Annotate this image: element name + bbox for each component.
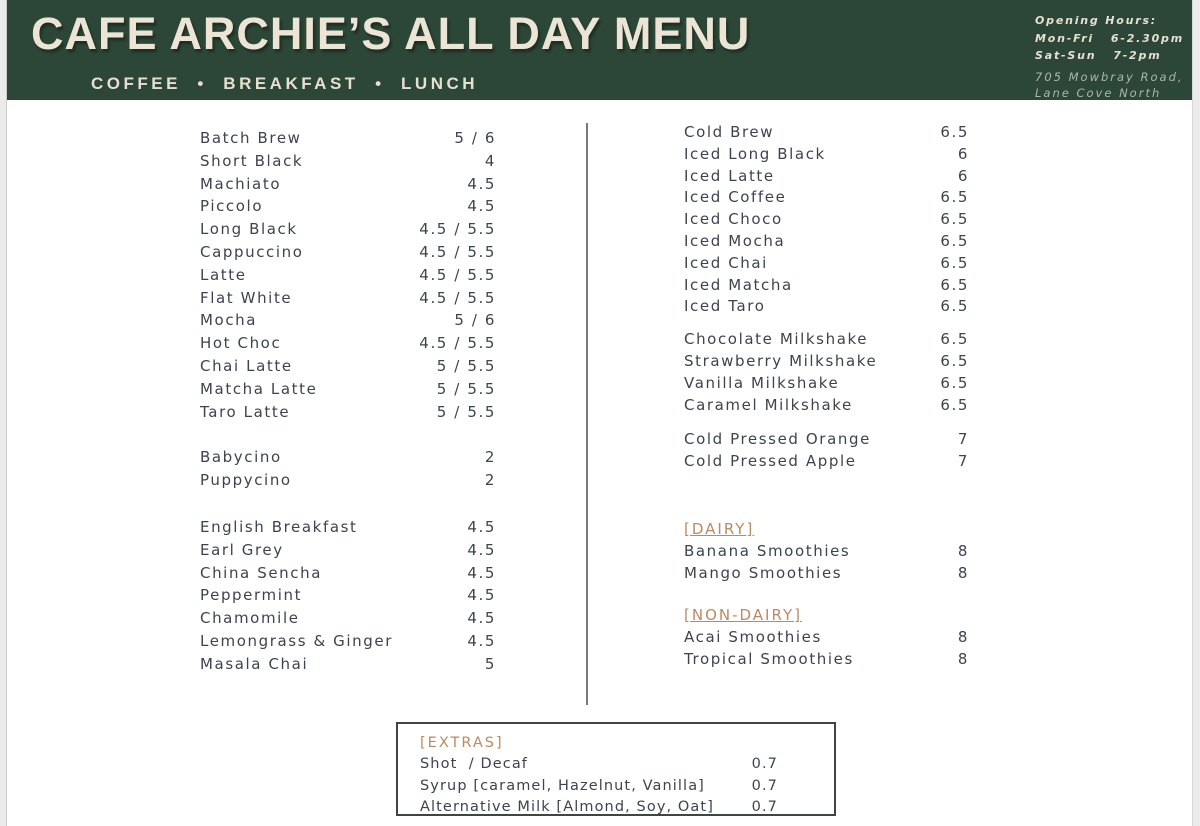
extras-box (396, 722, 836, 816)
item-price: 7 (957, 452, 969, 471)
item-name: Acai Smoothies (684, 628, 822, 647)
item-price: 6.5 (940, 275, 969, 294)
menu-item-row (684, 209, 969, 231)
menu-item-row (684, 649, 969, 671)
item-name: Puppycino (200, 471, 292, 490)
item-price: 2 (484, 448, 496, 467)
item-name: Caramel Milkshake (684, 395, 853, 414)
menu-item-row (684, 187, 969, 209)
item-price: 4.5 (467, 563, 496, 582)
menu-item-row (200, 195, 496, 218)
menu-item-row (684, 166, 969, 188)
item-name: Vanilla Milkshake (684, 373, 840, 392)
extras-label: [EXTRAS] (420, 735, 504, 751)
item-name: Cappuccino (200, 242, 304, 261)
menu-item-row (684, 253, 969, 275)
item-name: Chamomile (200, 609, 300, 628)
column-divider (586, 123, 588, 705)
item-price: 8 (957, 649, 969, 668)
item-name: Short Black (200, 151, 304, 170)
menu-item-row (420, 776, 834, 798)
item-price: 7 (957, 430, 969, 449)
menu-section (200, 516, 496, 676)
menu-item-row (200, 309, 496, 332)
item-price: 5 (484, 654, 496, 673)
item-price: 5 / 6 (454, 311, 496, 330)
menu-item-row (684, 275, 969, 297)
item-price: 6.5 (940, 395, 969, 414)
section-label: [NON-DAIRY] (684, 606, 802, 625)
item-price: 6.5 (940, 253, 969, 272)
item-price: 5 / 5.5 (436, 379, 496, 398)
address-line-1: 705 Mowbray Road, (1035, 69, 1184, 84)
item-name: Cold Pressed Orange (684, 430, 871, 449)
item-name: Mocha (200, 311, 258, 330)
item-price: 4.5 (467, 174, 496, 193)
item-name: Peppermint (200, 586, 303, 605)
menu-section (200, 127, 496, 423)
item-price: 4.5 / 5.5 (419, 265, 496, 284)
menu-section (684, 329, 969, 416)
item-name: Banana Smoothies (684, 541, 851, 560)
page-title: CAFE ARCHIE’S ALL DAY MENU (31, 8, 751, 59)
item-price: 5 / 6 (454, 129, 496, 147)
item-name: Syrup [caramel, Hazelnut, Vanilla] (420, 777, 705, 794)
item-name: Taro Latte (200, 402, 291, 421)
menu-item-row (200, 378, 496, 401)
menu-item-row (684, 122, 969, 144)
section-label: [DAIRY] (684, 519, 755, 538)
menu-item-row (684, 373, 969, 395)
item-name: Earl Grey (200, 540, 284, 559)
item-price: 6.5 (940, 351, 969, 370)
item-name: Hot Choc (200, 334, 282, 353)
item-price: 6.5 (940, 330, 969, 349)
menu-item-row (684, 329, 969, 351)
menu-item-row (200, 241, 496, 264)
item-price: 6.5 (940, 210, 969, 229)
item-name: Iced Latte (684, 166, 775, 185)
item-name: Iced Matcha (684, 275, 793, 294)
menu-column-left (200, 127, 496, 676)
menu-section (684, 122, 969, 318)
menu-item-row (200, 446, 496, 469)
menu-section (684, 429, 969, 473)
item-name: Iced Mocha (684, 231, 786, 250)
item-price: 5 / 5.5 (436, 402, 496, 421)
menu-item-row (684, 541, 969, 563)
item-name: Latte (200, 265, 247, 284)
menu-item-row (684, 627, 969, 649)
menu-section (200, 446, 496, 492)
menu-item-row (200, 150, 496, 173)
item-name: Chai Latte (200, 356, 293, 375)
menu-item-row (684, 231, 969, 253)
item-price: 4.5 / 5.5 (419, 242, 496, 261)
item-price: 6.5 (940, 188, 969, 207)
item-price: 4.5 (467, 197, 496, 216)
item-price: 4.5 (467, 586, 496, 605)
menu-item-row (200, 584, 496, 607)
menu-item-row (684, 351, 969, 373)
item-name: Alternative Milk [Almond, Soy, Oat] (420, 799, 714, 815)
item-name: China Sencha (200, 563, 323, 582)
menu-item-row (200, 173, 496, 196)
item-price: 6.5 (940, 123, 969, 141)
item-name: Mango Smoothies (684, 563, 843, 582)
item-name: Chocolate Milkshake (684, 330, 869, 349)
item-name: Iced Long Black (684, 144, 826, 163)
menu-item-row (200, 653, 496, 676)
item-price: 4 (484, 151, 496, 170)
menu-item-row (200, 516, 496, 539)
item-price: 4.5 / 5.5 (419, 334, 496, 353)
menu-page (6, 0, 1193, 826)
menu-section (684, 519, 969, 584)
item-price: 8 (957, 541, 969, 560)
menu-item-row (420, 797, 834, 819)
opening-hours-heading: Opening Hours: (1035, 14, 1157, 27)
menu-item-row (200, 401, 496, 424)
item-price: 6.5 (940, 373, 969, 392)
menu-item-row (200, 355, 496, 378)
item-price: 6.5 (940, 231, 969, 250)
menu-item-row (200, 607, 496, 630)
item-price: 2 (484, 471, 496, 490)
address-line-2: Lane Cove North (1035, 85, 1162, 100)
header-band (7, 0, 1192, 100)
menu-item-row (200, 539, 496, 562)
menu-item-row (200, 469, 496, 492)
menu-item-row (684, 144, 969, 166)
opening-hours-weekday: Mon-Fri 6-2.30pm (1035, 31, 1184, 45)
item-name: Long Black (200, 220, 298, 239)
item-name: Lemongrass & Ginger (200, 631, 393, 650)
menu-column-right (684, 122, 969, 671)
menu-item-row (420, 754, 834, 776)
menu-item-row (200, 332, 496, 355)
item-price: 6 (957, 166, 969, 185)
menu-item-row (200, 218, 496, 241)
item-price: 6.5 (940, 297, 969, 316)
menu-subtitle: COFFEE • BREAKFAST • LUNCH (91, 74, 479, 93)
item-name: Cold Pressed Apple (684, 452, 857, 471)
item-name: Iced Taro (684, 297, 766, 316)
item-name: Iced Choco (684, 210, 783, 229)
item-price: 8 (957, 628, 969, 647)
item-name: Babycino (200, 448, 282, 467)
opening-hours-weekend: Sat-Sun 7-2pm (1035, 49, 1162, 62)
menu-item-row (684, 296, 969, 318)
opening-hours (1035, 12, 1185, 101)
menu-item-row (200, 127, 496, 150)
item-price: 6 (957, 144, 969, 163)
item-price: 4.5 (467, 517, 496, 536)
item-name: Matcha Latte (200, 379, 318, 398)
item-price: 0.7 (751, 799, 778, 815)
item-price: 4.5 (467, 631, 496, 650)
item-price: 0.7 (751, 777, 778, 794)
menu-item-row (684, 451, 969, 473)
item-name: Cold Brew (684, 123, 775, 141)
menu-item-row (684, 395, 969, 417)
item-name: Shot / Decaf (420, 756, 529, 772)
menu-item-row (200, 562, 496, 585)
item-name: Machiato (200, 174, 282, 193)
menu-item-row (684, 429, 969, 451)
item-name: Masala Chai (200, 654, 309, 673)
item-name: Iced Coffee (684, 188, 787, 207)
menu-item-row (200, 630, 496, 653)
item-price: 4.5 / 5.5 (419, 288, 496, 307)
item-price: 0.7 (751, 756, 778, 772)
item-name: Strawberry Milkshake (684, 351, 878, 370)
item-price: 4.5 / 5.5 (419, 220, 496, 239)
menu-item-row (200, 264, 496, 287)
item-price: 8 (957, 563, 969, 582)
item-name: Batch Brew (200, 129, 302, 147)
item-name: Flat White (200, 288, 293, 307)
menu-item-row (684, 563, 969, 585)
item-name: Iced Chai (684, 253, 768, 272)
item-name: Piccolo (200, 197, 264, 216)
item-name: Tropical Smoothies (684, 649, 854, 668)
address (1035, 69, 1185, 101)
item-price: 4.5 (467, 540, 496, 559)
menu-item-row (200, 287, 496, 310)
menu-section (684, 605, 969, 670)
item-price: 5 / 5.5 (436, 356, 496, 375)
item-name: English Breakfast (200, 517, 358, 536)
item-price: 4.5 (467, 609, 496, 628)
